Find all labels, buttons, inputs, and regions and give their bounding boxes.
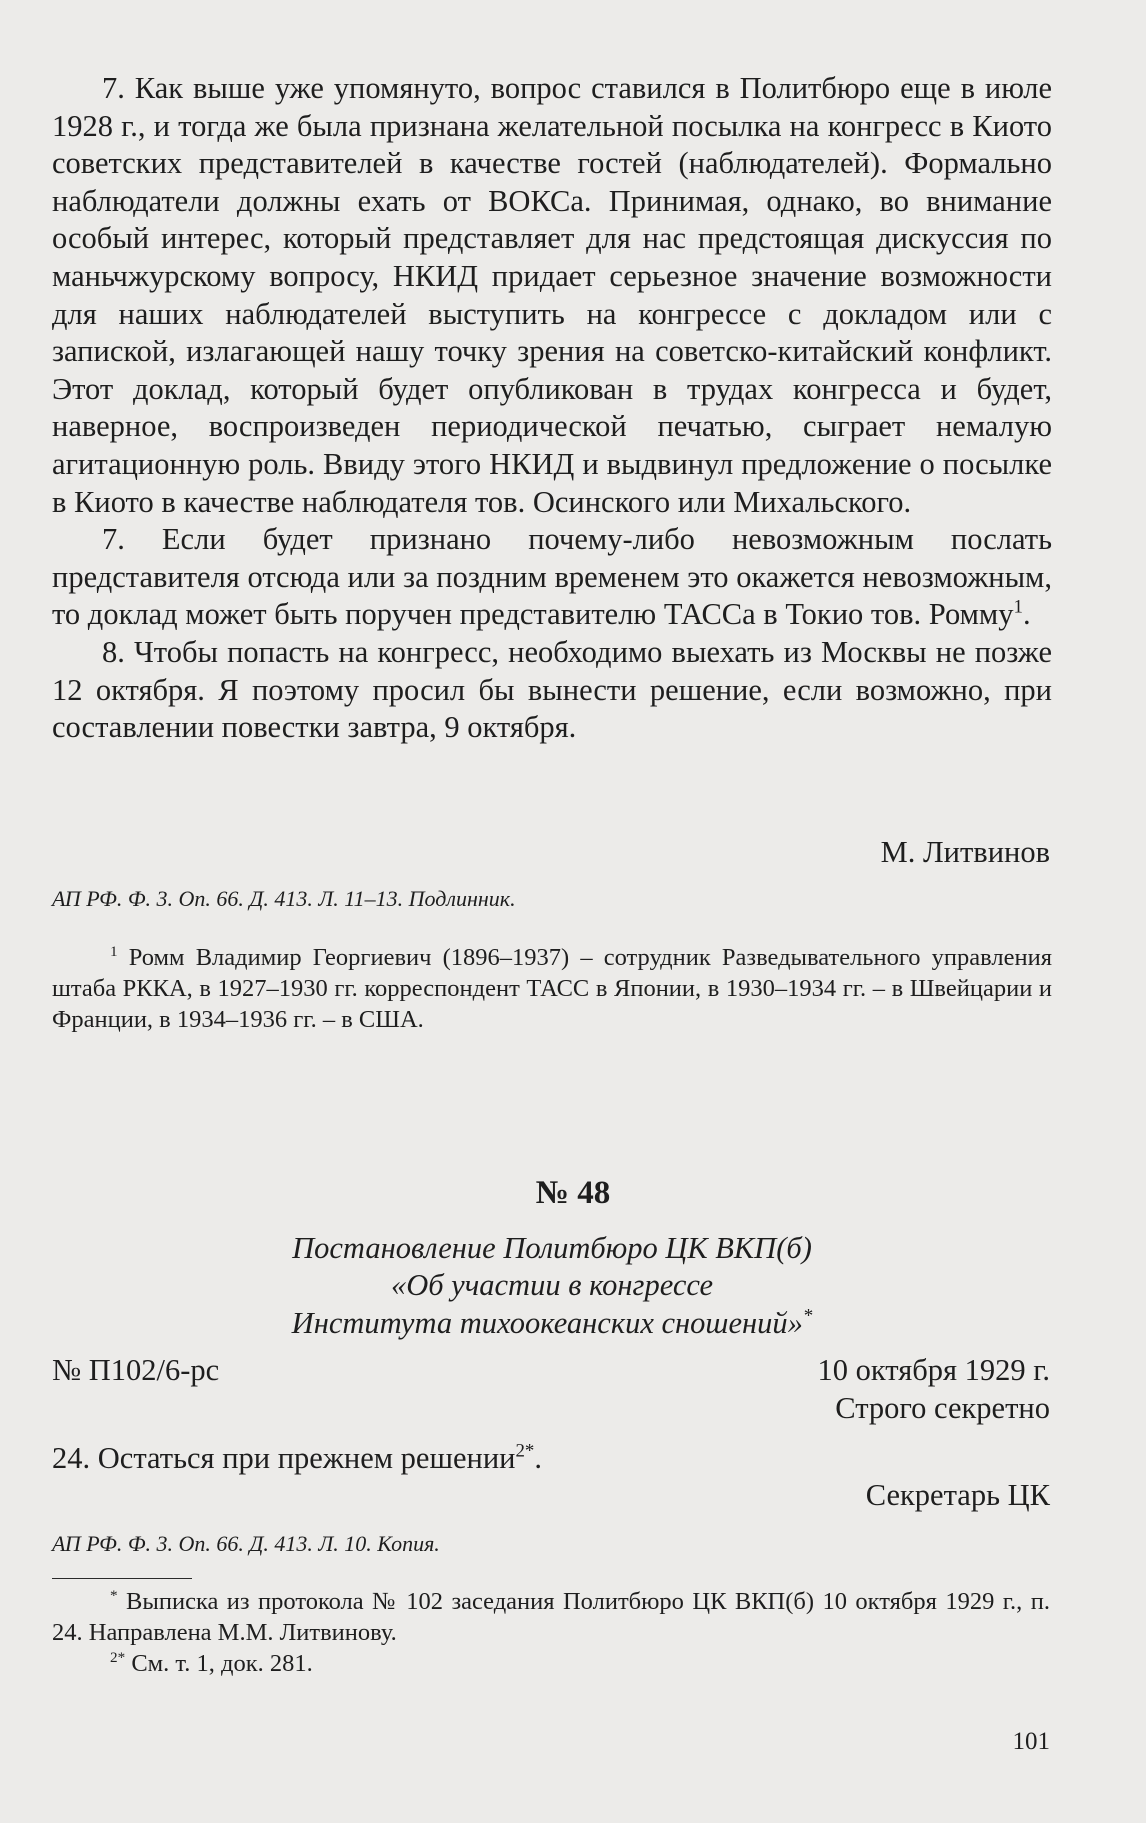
archive-source: АП РФ. Ф. 3. Оп. 66. Д. 413. Л. 10. Копия. bbox=[52, 1531, 440, 1556]
signer: Секретарь ЦК bbox=[865, 1478, 1050, 1512]
document-title-line: Постановление Политбюро ЦК ВКП(б) bbox=[292, 1231, 812, 1265]
classification-stamp: Строго секретно bbox=[835, 1391, 1050, 1425]
footnote-marker: 1 bbox=[110, 942, 118, 960]
decision-footnote-marker: 2* bbox=[515, 1440, 535, 1462]
footnote-marker: * bbox=[110, 1586, 118, 1604]
footnote-block bbox=[52, 942, 1052, 1035]
footnote-marker: 2* bbox=[110, 1648, 126, 1666]
signature: М. Литвинов bbox=[880, 835, 1050, 869]
decision-text: 24. Остаться при прежнем решении$^{2*}$. bbox=[52, 1440, 542, 1475]
paragraph: 7. Как выше уже упомянуто, вопрос ставился в Политбюро еще в июле 1928 г., и тогда же была признана желательной посылка на конгресс в Киото советских представителей в качестве гостей (наблюдателей). Формально наблюдатели должны ехать от ВОКСа. Принимая, однако, во внимание особый интерес, который представляет для нас предстоящая дискуссия по маньчжурскому вопросу, НКИД придает серьезное значение возможности для наших наблюдателей выступить на конгрессе с докладом или с запиской, излагающей нашу точку зрения на советско-китайский конфликт. Этот доклад, который будет опубликован в трудах конгресса и будет, наверное, воспроизведен периодической печатью, сыграет немалую агитационную роль. Ввиду этого НКИД и выдвинул предложение о посылке в Киото в качестве наблюдателя тов. Осинского или Михальского. bbox=[52, 71, 1052, 519]
document-title-line: «Об участии в конгрессе bbox=[390, 1268, 714, 1302]
footnote-ref: 1 bbox=[1013, 596, 1023, 618]
archive-source: АП РФ. Ф. 3. Оп. 66. Д. 413. Л. 11–13. Подлинник. bbox=[52, 886, 516, 911]
footnote-block bbox=[52, 1586, 1050, 1679]
footnote: $^1$ Ромм Владимир Георгиевич (1896–1937) – сотрудник Разведывательного управления штаба РККА, в 1927–1930 гг. корреспондент ТАСС в Японии, в 1930–1934 гг. – в Швейцарии и Франции, в 1934–1936 гг. – в США. bbox=[52, 942, 1052, 1033]
paragraph: 7. Если будет признано почему-либо невозможным послать представителя отсюда или за поздним временем это окажется невозможным, то доклад может быть поручен представителю ТАССа в Токио тов. Ромму$^1$. bbox=[52, 522, 1052, 632]
letter-body bbox=[52, 70, 1052, 747]
document-title-line: Института тихоокеанских сношений»* bbox=[291, 1305, 813, 1340]
document-number: № 48 bbox=[535, 1175, 611, 1211]
paragraph: 8. Чтобы попасть на конгресс, необходимо выехать из Москвы не позже 12 октября. Я поэтому просил бы вынести решение, если возможно, при составлении повестки завтра, 9 октября. bbox=[52, 634, 1052, 745]
protocol-number: № П102/6-рс bbox=[52, 1353, 220, 1387]
footnote: $^{2*}$ См. т. 1, док. 281. bbox=[110, 1648, 313, 1677]
document-date: 10 октября 1929 г. bbox=[817, 1353, 1050, 1387]
page-number: 101 bbox=[1012, 1728, 1050, 1755]
title-footnote-marker: * bbox=[802, 1305, 813, 1327]
footnote-divider bbox=[52, 1578, 192, 1579]
footnote: * Выписка из протокола № 102 заседания Политбюро ЦК ВКП(б) 10 октября 1929 г., п. 24. Направлена М.М. Литвинову. bbox=[52, 1586, 1050, 1646]
